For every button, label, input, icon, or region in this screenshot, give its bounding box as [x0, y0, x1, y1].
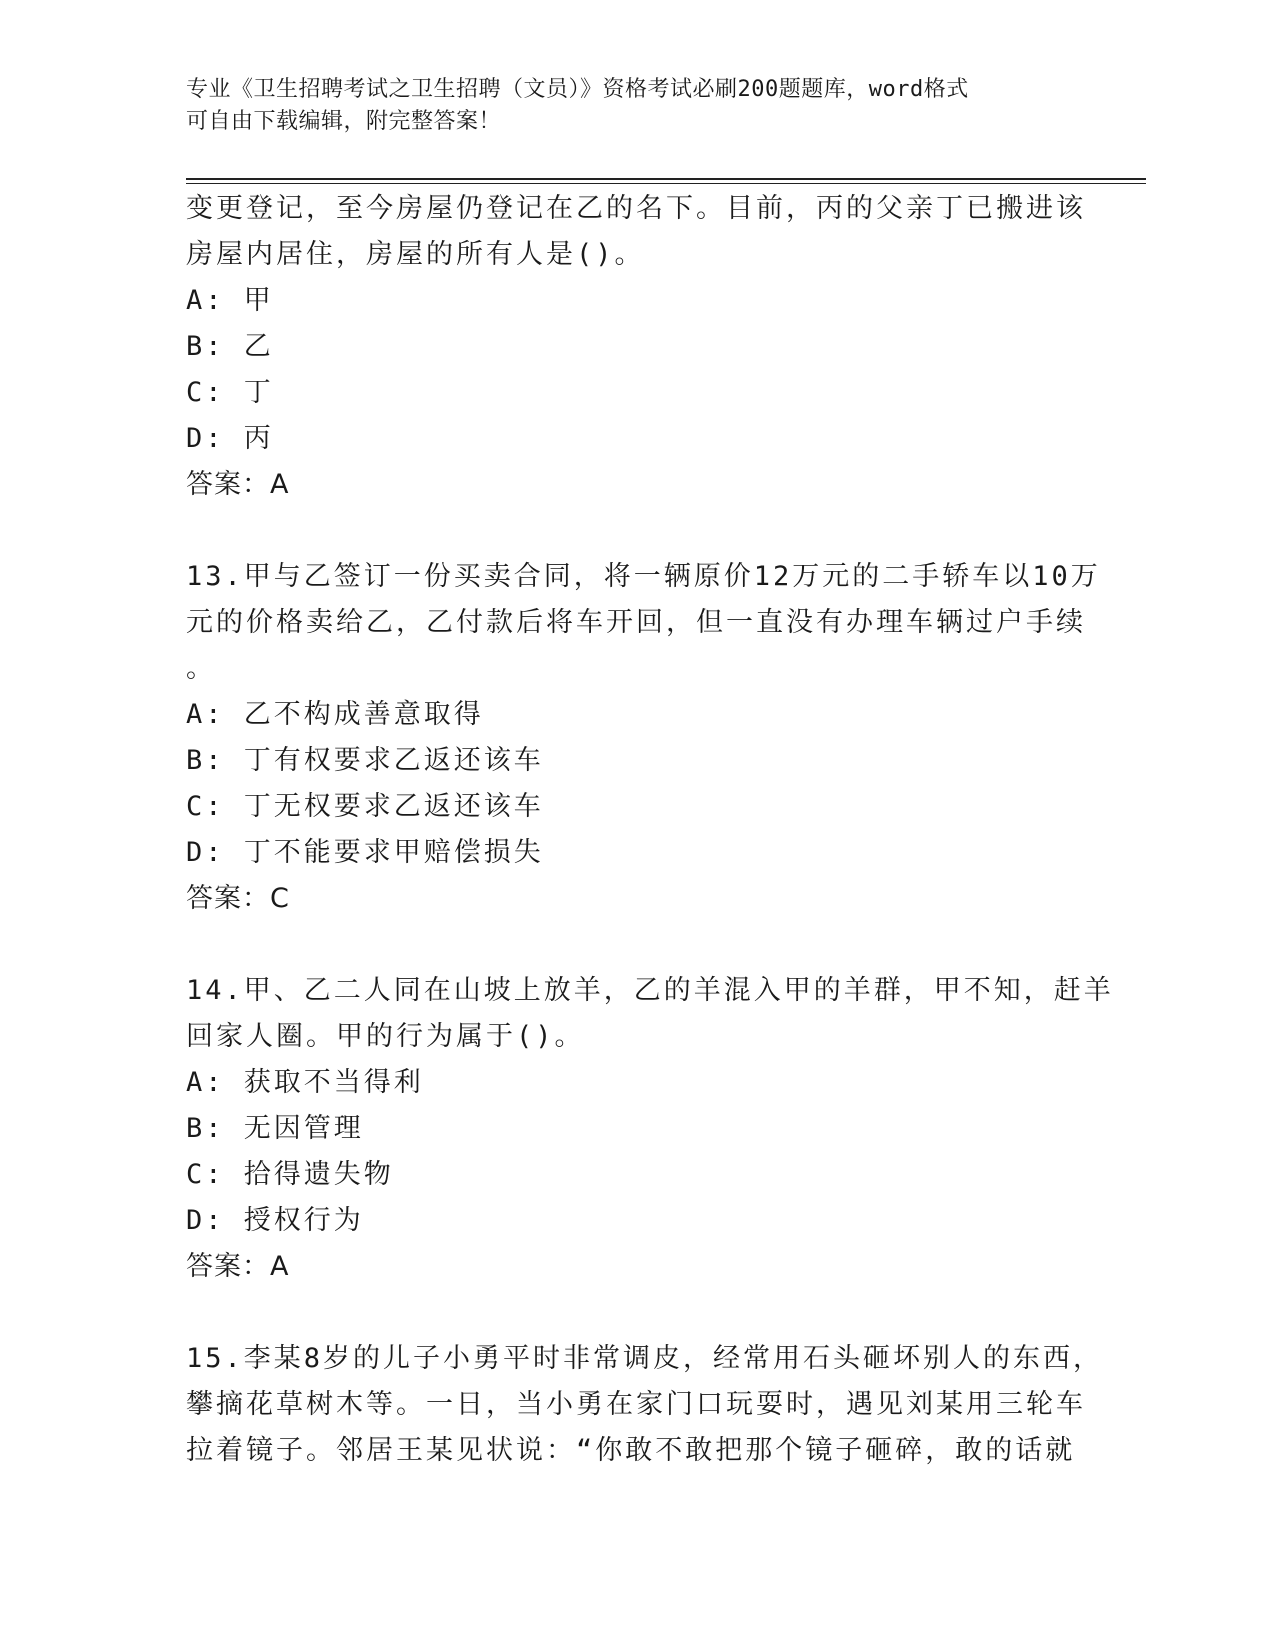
question-14: [186, 968, 1114, 1290]
option-c: C: 拾得遗失物: [186, 1159, 394, 1190]
option-d: D: 丁不能要求甲赔偿损失: [186, 837, 544, 868]
spacer: [186, 508, 1086, 554]
document-header: [186, 74, 1086, 138]
question-13: [186, 554, 1101, 922]
option-b: B: 乙: [186, 331, 274, 362]
spacer: [186, 1290, 1086, 1336]
option-c: C: 丁无权要求乙返还该车: [186, 791, 544, 822]
header-line-1: 专业《卫生招聘考试之卫生招聘（文员）》资格考试必刷200题题库，word格式: [186, 77, 969, 102]
question-12: [186, 186, 1086, 508]
spacer: [186, 922, 1086, 968]
header-divider-thin: [186, 183, 1146, 184]
header-divider-thick: [186, 178, 1146, 180]
question-text-line: 变更登记，至今房屋仍登记在乙的名下。目前，丙的父亲丁已搬进该: [186, 193, 1086, 224]
answer-label: 答案：A: [186, 1251, 290, 1282]
question-text-line: 房屋内居住，房屋的所有人是()。: [186, 239, 645, 270]
option-d: D: 丙: [186, 423, 274, 454]
document-body: [186, 186, 1114, 1474]
question-15: [186, 1336, 1104, 1474]
option-b: B: 丁有权要求乙返还该车: [186, 745, 544, 776]
answer-label: 答案：A: [186, 469, 290, 500]
option-d: D: 授权行为: [186, 1205, 364, 1236]
answer-label: 答案：C: [186, 883, 290, 914]
option-c: C: 丁: [186, 377, 274, 408]
question-text-line: 拉着镜子。邻居王某见状说：“你敢不敢把那个镜子砸碎，敢的话就: [186, 1435, 1076, 1466]
question-text-line: 攀摘花草树木等。一日，当小勇在家门口玩耍时，遇见刘某用三轮车: [186, 1389, 1086, 1420]
option-a: A: 获取不当得利: [186, 1067, 424, 1098]
option-a: A: 乙不构成善意取得: [186, 699, 484, 730]
question-text-line: 14.甲、乙二人同在山坡上放羊，乙的羊混入甲的羊群，甲不知，赶羊: [186, 975, 1114, 1006]
question-text-line: 15.李某8岁的儿子小勇平时非常调皮，经常用石头砸坏别人的东西，: [186, 1343, 1104, 1374]
question-text-line: 13.甲与乙签订一份买卖合同，将一辆原价12万元的二手轿车以10万: [186, 561, 1101, 592]
question-text-line: 元的价格卖给乙，乙付款后将车开回，但一直没有办理车辆过户手续: [186, 607, 1086, 638]
header-line-2: 可自由下载编辑，附完整答案！: [186, 109, 502, 134]
option-b: B: 无因管理: [186, 1113, 364, 1144]
question-text-line: 。: [186, 653, 216, 684]
question-text-line: 回家人圈。甲的行为属于()。: [186, 1021, 585, 1052]
option-a: A: 甲: [186, 285, 274, 316]
